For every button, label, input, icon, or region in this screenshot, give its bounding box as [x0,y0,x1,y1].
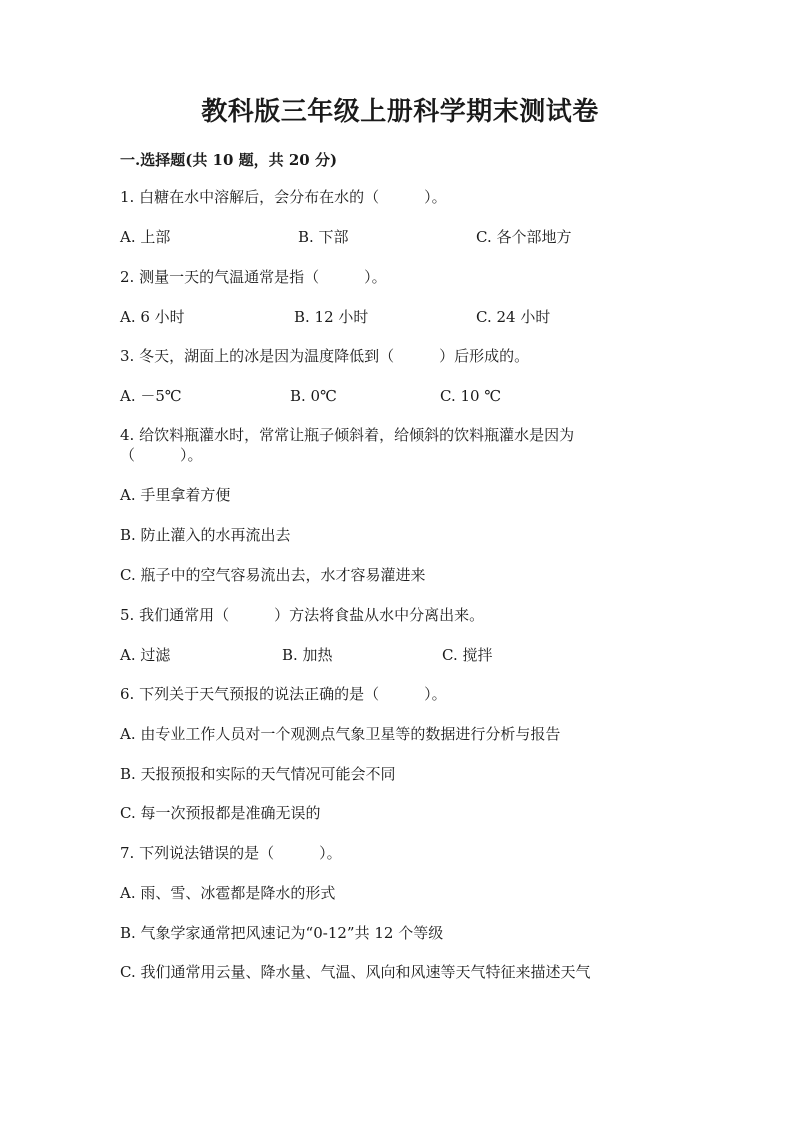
question-3-option-c: C. 10 ℃ [440,387,502,405]
question-6-option-b: B. 天报预报和实际的天气情况可能会不同 [120,765,396,783]
question-7-option-c: C. 我们通常用云量、降水量、气温、风向和风速等天气特征来描述天气 [120,963,591,981]
question-5-stem: 5. 我们通常用（ ）方法将食盐从水中分离出来。 [120,606,485,624]
question-3-stem: 3. 冬天，湖面上的冰是因为温度降低到（ ）后形成的。 [120,347,530,365]
question-4-stem: 4. 给饮料瓶灌水时，常常让瓶子倾斜着，给倾斜的饮料瓶灌水是因为 [120,426,575,444]
question-5-option-a: A. 过滤 [120,646,171,664]
question-4-option-a: A. 手里拿着方便 [120,486,231,504]
section-heading: 一.选择题(共 10 题，共 20 分) [120,151,338,169]
question-1-stem: 1. 白糖在水中溶解后，会分布在水的（ ）。 [120,188,447,206]
question-1-option-c: C. 各个部地方 [476,228,572,246]
question-7-stem: 7. 下列说法错误的是（ ）。 [120,844,342,862]
question-4-option-c: C. 瓶子中的空气容易流出去，水才容易灌进来 [120,566,426,584]
question-2-option-c: C. 24 小时 [476,308,551,326]
question-6-stem: 6. 下列关于天气预报的说法正确的是（ ）。 [120,685,447,703]
question-2-option-a: A. 6 小时 [120,308,185,326]
question-4-stem-continued: （ ）。 [120,446,203,464]
question-5-option-c: C. 搅拌 [442,646,493,664]
question-4-option-b: B. 防止灌入的水再流出去 [120,526,291,544]
exam-title: 教科版三年级上册科学期末测试卷 [201,97,599,127]
question-3-option-b: B. 0℃ [290,387,337,405]
question-1-option-b: B. 下部 [298,228,349,246]
question-6-option-c: C. 每一次预报都是准确无误的 [120,804,321,822]
question-2-stem: 2. 测量一天的气温通常是指（ ）。 [120,268,387,286]
question-7-option-a: A. 雨、雪、冰雹都是降水的形式 [120,884,336,902]
question-6-option-a: A. 由专业工作人员对一个观测点气象卫星等的数据进行分析与报告 [120,725,561,743]
question-1-option-a: A. 上部 [120,228,171,246]
question-5-option-b: B. 加热 [282,646,333,664]
question-3-option-a: A. －5℃ [120,387,182,405]
question-2-option-b: B. 12 小时 [294,308,369,326]
question-7-option-b: B. 气象学家通常把风速记为“0-12”共 12 个等级 [120,924,444,942]
